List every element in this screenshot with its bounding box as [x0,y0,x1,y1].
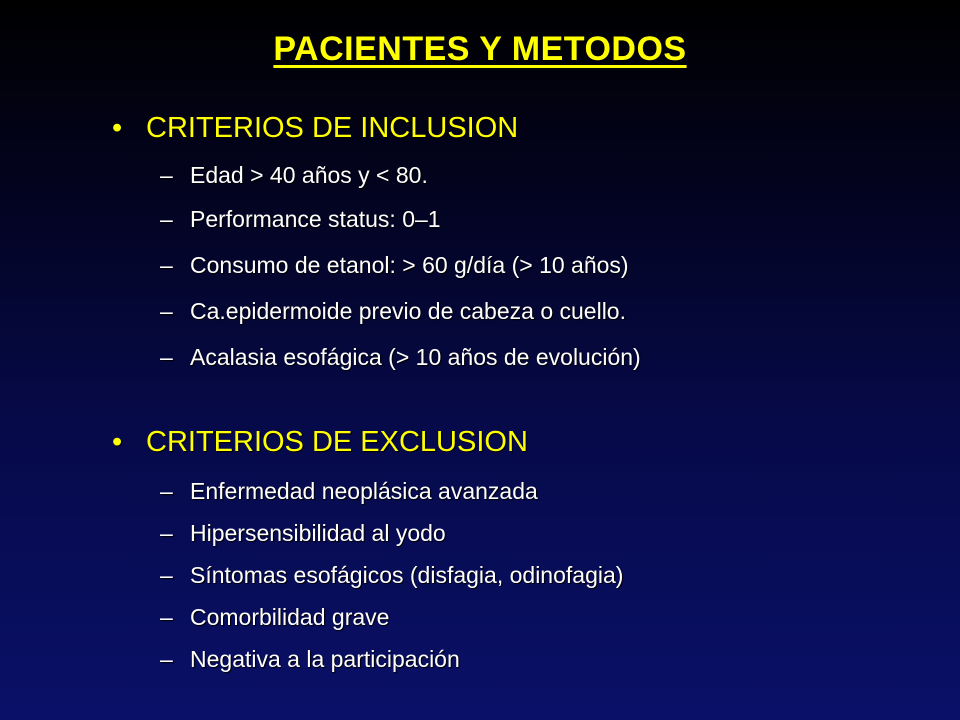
bullet-icon: • [112,426,123,458]
bullet-icon: • [112,112,123,144]
inclusion-item [160,206,441,233]
dash-icon: – [160,206,173,232]
inclusion-item-label: Performance status: 0–1 [190,206,441,232]
dash-icon: – [160,520,173,546]
dash-icon: – [160,562,173,588]
inclusion-item-label: Acalasia esofágica (> 10 años de evolución) [190,344,641,370]
dash-icon: – [160,344,173,370]
inclusion-item [160,162,428,189]
exclusion-heading [112,426,528,459]
inclusion-heading [112,112,518,145]
inclusion-item [160,344,641,371]
dash-icon: – [160,604,173,630]
inclusion-item-label: Consumo de etanol: > 60 g/día (> 10 años) [190,252,629,278]
exclusion-heading-label: CRITERIOS DE EXCLUSION [146,426,528,458]
dash-icon: – [160,298,173,324]
dash-icon: – [160,252,173,278]
exclusion-item-label: Enfermedad neoplásica avanzada [190,478,538,504]
exclusion-item-label: Comorbilidad grave [190,604,390,630]
exclusion-item [160,604,389,631]
dash-icon: – [160,646,173,672]
inclusion-heading-label: CRITERIOS DE INCLUSION [146,112,519,144]
exclusion-item [160,562,623,589]
exclusion-item-label: Negativa a la participación [190,646,460,672]
slide-title: PACIENTES Y METODOS [273,30,687,68]
inclusion-item [160,252,629,279]
exclusion-item [160,646,460,673]
dash-icon: – [160,478,173,504]
exclusion-item [160,520,446,547]
inclusion-item-label: Edad > 40 años y < 80. [190,162,428,188]
inclusion-item-label: Ca.epidermoide previo de cabeza o cuello. [190,298,626,324]
dash-icon: – [160,162,173,188]
inclusion-item [160,298,626,325]
exclusion-item-label: Hipersensibilidad al yodo [190,520,446,546]
exclusion-item-label: Síntomas esofágicos (disfagia, odinofagia) [190,562,624,588]
exclusion-item [160,478,538,505]
